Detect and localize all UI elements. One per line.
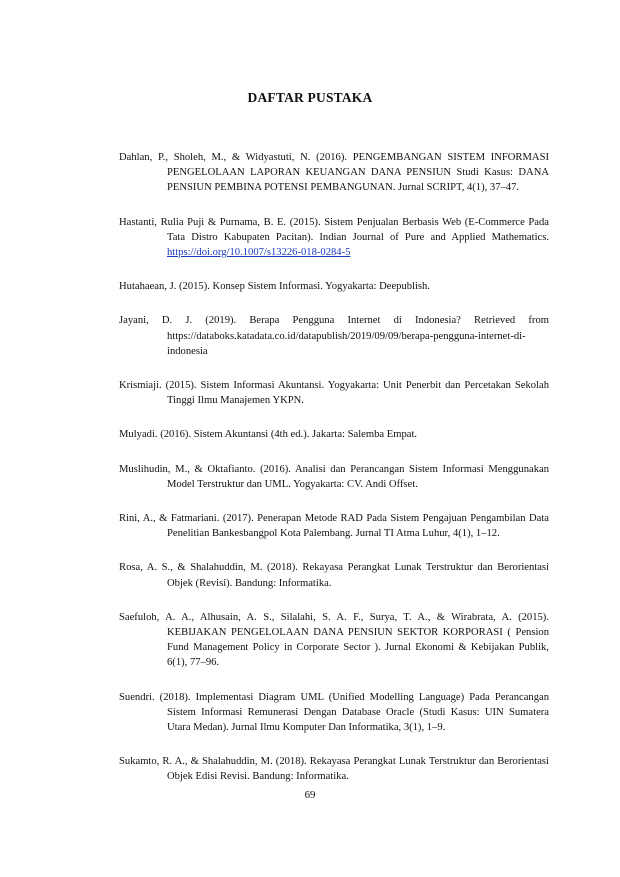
page-number: 69 <box>304 789 316 801</box>
reference-entry: Rini, A., & Fatmariani. (2017). Penerapan Metode RAD Pada Sistem Pengajuan Pengambilan Data Penelitian Bankesbangpol Kota Palembang. Jurnal TI Atma Luhur, 4(1), 1–12. <box>119 513 549 540</box>
reference-entry: Hutahaean, J. (2015). Konsep Sistem Informasi. Yogyakarta: Deepublish. <box>119 281 430 293</box>
reference-entry: Suendri. (2018). Implementasi Diagram UML (Unified Modelling Language) Pada Perancangan Sistem Informasi Remunerasi Dengan Database Oracle (Studi Kasus: UIN Sumatera Utara Medan). Jurnal Ilmu Komputer Dan Informatika, 3(1), 1–9. <box>119 691 549 734</box>
reference-entry: Saefuloh, A. A., Alhusain, A. S., Silalahi, S. A. F., Surya, T. A., & Wirabrata, A. (2015). KEBIJAKAN PENGELOLAAN DANA PENSIUN SEKTOR KORPORASI ( Pension Fund Management Policy in Corporate Sector ). Jurnal Ekonomi & Kebijakan Publik, 6(1), 77–96. <box>119 611 549 669</box>
reference-entry: Rosa, A. S., & Shalahuddin, M. (2018). Rekayasa Perangkat Lunak Terstruktur dan Berorientasi Objek (Revisi). Bandung: Informatika. <box>119 562 549 589</box>
reference-entry: Sukamto, R. A., & Shalahuddin, M. (2018). Rekayasa Perangkat Lunak Terstruktur dan Berorientasi Objek Edisi Revisi. Bandung: Informatika. <box>119 756 549 783</box>
reference-list <box>119 150 549 804</box>
reference-entry: Dahlan, P., Sholeh, M., & Widyastuti, N. (2016). PENGEMBANGAN SISTEM INFORMASI PENGELOLAAN LAPORAN KEUANGAN DANA PENSIUN Studi Kasus: DANA PENSIUN PEMBINA POTENSI PEMBANGUNAN. Jurnal SCRIPT, 4(1), 37–47. <box>119 152 549 194</box>
doi-link[interactable]: https://doi.org/10.1007/s13226-018-0284-5 <box>167 247 351 259</box>
reference-entry: Muslihudin, M., & Oktafianto. (2016). Analisi dan Perancangan Sistem Informasi Menggunakan Model Terstruktur dan UML. Yogyakarta: CV. Andi Offset. <box>119 463 549 490</box>
page-title: DAFTAR PUSTAKA <box>247 90 373 105</box>
reference-entry: Jayani, D. J. (2019). Berapa Pengguna Internet di Indonesia? Retrieved from https://databoks.katadata.co.id/datapublish/2019/09/09/berapa-pengguna-internet-di-indonesia <box>119 315 549 357</box>
reference-entry: Krismiaji. (2015). Sistem Informasi Akuntansi. Yogyakarta: Unit Penerbit dan Percetakan Sekolah Tinggi Ilmu Manajemen YKPN. <box>119 380 549 407</box>
reference-entry: Mulyadi. (2016). Sistem Akuntansi (4th ed.). Jakarta: Salemba Empat. <box>119 429 418 441</box>
reference-entry: Hastanti, Rulia Puji & Purnama, B. E. (2015). Sistem Penjualan Berbasis Web (E-Commerce Pada Tata Distro Kabupaten Pacitan). Indian Journal of Pure and Applied Mathematics. https://doi.org/10.1007/s13226-018-0284-5 <box>119 216 549 259</box>
